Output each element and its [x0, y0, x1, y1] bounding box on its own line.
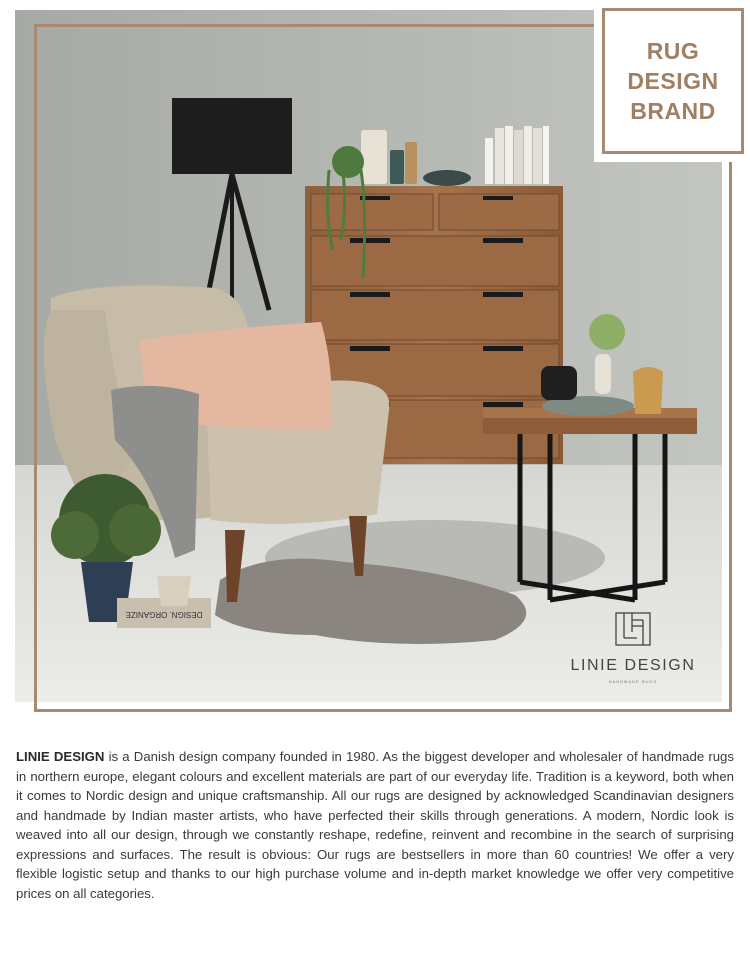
brand-badge-border — [602, 8, 744, 154]
logo-mark-icon — [615, 612, 651, 646]
logo-tagline: HANDMADE RUGS — [608, 679, 658, 684]
logo-name: LINIE DESIGN — [570, 657, 696, 674]
linie-design-logo — [558, 612, 708, 684]
badge-line-1: RUG — [646, 38, 700, 64]
badge-line-3: BRAND — [630, 98, 716, 124]
brand-badge — [594, 0, 750, 162]
badge-line-2: DESIGN — [627, 68, 719, 94]
company-description — [16, 747, 734, 903]
description-text: is a Danish design company founded in 1980. As the biggest developer and wholesaler of handmade rugs in northern europe, elegant colours and excellent materials are part of our everyday life. Tradition is a keyword, both when it comes to Nordic design and unique craftsmanship. All our rugs are designed by acknowledged Scandinavian designers and handmade by Indian master artists, who have perfected their skills through generations. A modern, Nordic look is weaved into all our design, through we constantly reshape, redefine, reinvent and recombine in the search of surprising expressions and surfaces. The result is obvious: Our rugs are bestsellers in more than 60 countries! We offer a very flexible logistic setup and thanks to our high purchase volume and in-depth market knowledge we offer very competitive prices on all categories. — [16, 749, 734, 901]
description-brand: LINIE DESIGN — [16, 749, 105, 764]
book-spine-text: DESIGN. ORGANIZE — [125, 610, 203, 619]
